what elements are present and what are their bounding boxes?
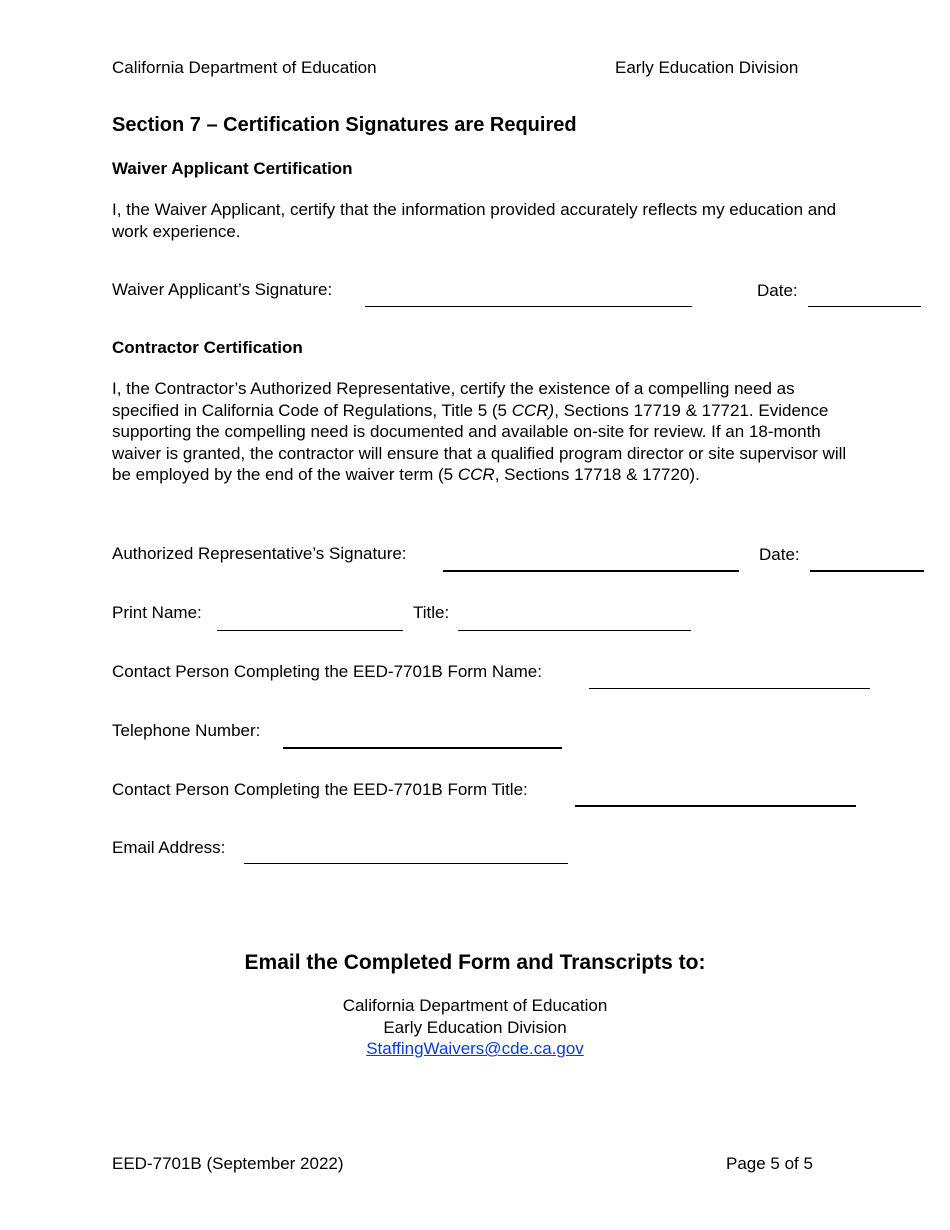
print-name-field[interactable] — [217, 630, 403, 631]
applicant-date-field[interactable] — [808, 306, 921, 307]
section-title: Section 7 – Certification Signatures are Required — [112, 114, 577, 136]
representative-date-label: Date: — [759, 545, 800, 564]
title-label: Title: — [413, 603, 450, 622]
contractor-heading: Contractor Certification — [112, 338, 303, 357]
contractor-statement: I, the Contractor’s Authorized Representative, certify the existence of a compelling need as specified in California Code of Regulations, Title 5 (5 CCR), Sections 17719 & 17721. Evidence supporting the compelling need is documented and available on-site for review. If an 18-month waiver is granted, the contractor will ensure that a qualified program director or site supervisor will be employed by the end of the waiver term (5 CCR, Sections 17718 & 17720). — [112, 379, 847, 484]
submission-heading: Email the Completed Form and Transcripts to: — [244, 951, 706, 974]
contact-name-label: Contact Person Completing the EED-7701B Form Name: — [112, 662, 542, 681]
telephone-label: Telephone Number: — [112, 721, 261, 740]
header-department: California Department of Education — [112, 58, 377, 77]
contact-title-label: Contact Person Completing the EED-7701B Form Title: — [112, 780, 528, 799]
email-address-field[interactable] — [244, 863, 568, 864]
print-name-label: Print Name: — [112, 603, 202, 622]
submission-org: California Department of Education — [342, 996, 608, 1015]
contact-name-field[interactable] — [589, 688, 870, 689]
telephone-field[interactable] — [283, 747, 562, 749]
title-field[interactable] — [458, 630, 691, 631]
contact-title-field[interactable] — [575, 805, 856, 807]
submission-division: Early Education Division — [383, 1018, 567, 1037]
applicant-statement: I, the Waiver Applicant, certify that the information provided accurately reflects my education and work experience. — [112, 200, 837, 241]
footer-page-number: Page 5 of 5 — [726, 1154, 813, 1173]
footer-form-id: EED-7701B (September 2022) — [112, 1154, 344, 1173]
representative-signature-label: Authorized Representative’s Signature: — [112, 544, 407, 563]
email-address-label: Email Address: — [112, 838, 226, 857]
representative-signature-field[interactable] — [443, 570, 739, 572]
applicant-signature-field[interactable] — [365, 306, 692, 307]
applicant-signature-label: Waiver Applicant’s Signature: — [112, 280, 333, 299]
header-division: Early Education Division — [615, 58, 799, 77]
applicant-date-label: Date: — [757, 281, 798, 300]
submission-email-link[interactable]: StaffingWaivers@cde.ca.gov — [366, 1039, 584, 1058]
representative-date-field[interactable] — [810, 570, 924, 572]
applicant-heading: Waiver Applicant Certification — [112, 159, 353, 178]
